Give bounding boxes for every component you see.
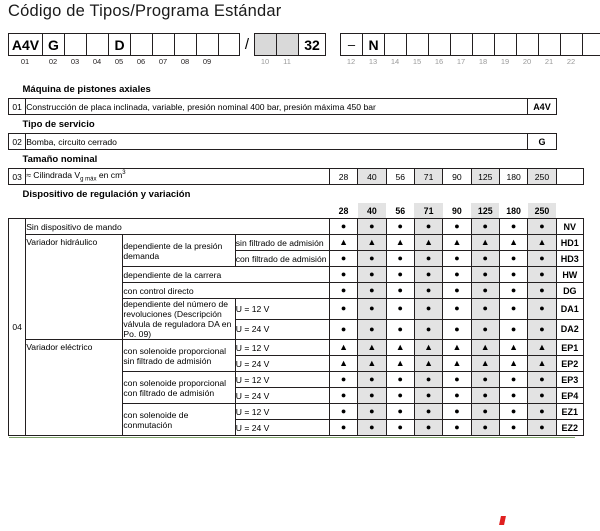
availability-mark: ▲ [414, 340, 442, 356]
availability-mark: ● [471, 267, 499, 283]
availability-mark: ● [443, 420, 471, 436]
availability-mark: ● [471, 219, 499, 235]
code-position-number: 06 [136, 57, 146, 66]
availability-mark: ● [414, 319, 442, 340]
availability-mark: ● [358, 388, 386, 404]
size-value: 90 [443, 169, 471, 185]
code-box-19[interactable] [406, 33, 428, 56]
availability-mark: ▲ [499, 356, 527, 372]
availability-mark: ● [358, 283, 386, 299]
column-header-size: 90 [452, 205, 462, 216]
row-code [556, 169, 583, 185]
availability-mark: ▲ [329, 235, 357, 251]
code-position-number: 16 [434, 57, 444, 66]
control-voltage: U = 12 V [235, 404, 329, 420]
availability-mark: ● [414, 420, 442, 436]
control-label: con control directo [123, 283, 330, 299]
code-box-24[interactable] [516, 33, 538, 56]
code-position-number: 15 [412, 57, 422, 66]
availability-mark: ● [386, 251, 414, 267]
row-code: EP4 [556, 388, 583, 404]
availability-mark: ● [329, 267, 357, 283]
availability-mark: ● [443, 372, 471, 388]
availability-mark: ▲ [386, 235, 414, 251]
code-box-12[interactable] [254, 33, 276, 56]
control-label: dependiente de la presión demanda [123, 235, 235, 267]
availability-mark: ● [499, 420, 527, 436]
availability-mark: ● [414, 267, 442, 283]
row-code: DA2 [556, 319, 583, 340]
code-box-2[interactable]: G [42, 33, 64, 56]
availability-mark: ● [528, 251, 556, 267]
size-value: 180 [499, 169, 527, 185]
row-description: Bomba, circuito cerrado [26, 134, 528, 150]
code-box-18[interactable] [384, 33, 406, 56]
code-box-3[interactable] [64, 33, 86, 56]
availability-mark: ● [414, 404, 442, 420]
type-code-row [8, 33, 600, 56]
code-box-25[interactable] [538, 33, 560, 56]
section-heading-row [9, 185, 584, 204]
control-label: dependiente del número de revoluciones (Descripción válvula de reguladora DA en Po. 09) [123, 299, 235, 340]
code-position-number [218, 57, 240, 67]
code-position-number: 08 [180, 57, 190, 66]
availability-mark: ● [414, 251, 442, 267]
availability-mark: ● [443, 251, 471, 267]
availability-mark: ● [471, 299, 499, 320]
code-box-1[interactable]: A4V [8, 33, 42, 56]
availability-mark: ● [528, 420, 556, 436]
availability-mark: ▲ [358, 340, 386, 356]
availability-mark: ● [499, 299, 527, 320]
availability-mark: ▲ [443, 235, 471, 251]
code-position-number: 13 [368, 57, 378, 66]
availability-mark: ● [386, 319, 414, 340]
availability-mark: ▲ [471, 340, 499, 356]
row-description: Construcción de placa inclinada, variable, presión nominal 400 bar, presión máxima 450 bar [26, 99, 528, 115]
code-position-number: 12 [346, 57, 356, 66]
code-box-14[interactable]: 32 [298, 33, 326, 56]
availability-mark: ● [499, 319, 527, 340]
row-index: 03 [9, 169, 26, 185]
availability-mark: ▲ [471, 235, 499, 251]
table-row [9, 235, 584, 251]
availability-mark: ● [358, 404, 386, 420]
availability-mark: ● [329, 319, 357, 340]
availability-mark: ▲ [528, 340, 556, 356]
control-voltage: U = 24 V [235, 356, 329, 372]
code-box-5[interactable]: D [108, 33, 130, 56]
row-code: A4V [528, 99, 556, 115]
control-label: con solenoide proporcional sin filtrado de admisión [123, 340, 235, 372]
type-code-numbers [8, 57, 582, 67]
availability-mark: ▲ [386, 356, 414, 372]
column-header-size: 125 [471, 203, 499, 219]
heading-nominal-size: Tamaño nominal [22, 154, 98, 165]
availability-mark: ● [499, 404, 527, 420]
availability-mark: ● [358, 420, 386, 436]
availability-mark: ● [329, 251, 357, 267]
row-code: NV [556, 219, 583, 235]
section-heading-row [9, 115, 584, 134]
availability-mark: ● [528, 372, 556, 388]
spacer [9, 203, 330, 219]
availability-mark: ● [471, 251, 499, 267]
code-position-number: 22 [566, 57, 576, 66]
availability-mark: ● [358, 267, 386, 283]
control-voltage: U = 24 V [235, 388, 329, 404]
table-row [9, 134, 584, 150]
availability-mark: ● [528, 319, 556, 340]
availability-mark: ▲ [471, 356, 499, 372]
availability-mark: ● [499, 251, 527, 267]
control-group-label: Variador eléctrico [26, 340, 123, 436]
availability-mark: ● [499, 219, 527, 235]
code-separator [326, 33, 340, 56]
row-code: DG [556, 283, 583, 299]
row-code: EZ1 [556, 404, 583, 420]
spacer [556, 203, 583, 219]
availability-mark: ● [528, 219, 556, 235]
availability-mark: ▲ [329, 340, 357, 356]
availability-mark: ● [443, 299, 471, 320]
row-code: G [528, 134, 556, 150]
table-row [9, 99, 584, 115]
control-label: con solenoide de conmutación [123, 404, 235, 436]
code-box-26[interactable] [560, 33, 582, 56]
size-value: 56 [386, 169, 414, 185]
control-voltage: U = 12 V [235, 372, 329, 388]
code-position-number: 05 [114, 57, 124, 66]
availability-mark: ● [443, 219, 471, 235]
table-row [9, 219, 584, 235]
row-code: EP1 [556, 340, 583, 356]
code-position-number: 11 [283, 57, 291, 66]
availability-mark: ● [443, 388, 471, 404]
availability-mark: ● [358, 319, 386, 340]
size-value: 250 [528, 169, 556, 185]
row-code: HW [556, 267, 583, 283]
availability-mark: ● [443, 319, 471, 340]
size-value: 28 [329, 169, 357, 185]
availability-mark: ● [499, 372, 527, 388]
code-position-number: 21 [544, 57, 554, 66]
code-position-number: 17 [456, 57, 466, 66]
availability-mark: ● [471, 404, 499, 420]
availability-mark: ● [386, 372, 414, 388]
code-position-number: 03 [70, 57, 80, 66]
code-position-number: 19 [500, 57, 510, 66]
availability-mark: ● [386, 420, 414, 436]
code-box-6[interactable] [130, 33, 152, 56]
availability-mark: ● [499, 267, 527, 283]
code-box-20[interactable] [428, 33, 450, 56]
column-header-size: 56 [395, 205, 406, 216]
code-position-number: 10 [260, 57, 270, 66]
code-position-number: 07 [158, 57, 168, 66]
section-heading-row [9, 150, 584, 169]
availability-mark: ● [414, 283, 442, 299]
heading-axial-machine: Máquina de pistones axiales [22, 84, 151, 95]
availability-mark: ● [329, 299, 357, 320]
availability-mark: ● [414, 299, 442, 320]
control-voltage: U = 12 V [235, 340, 329, 356]
availability-mark: ● [329, 372, 357, 388]
size-value: 125 [471, 169, 499, 185]
availability-mark: ▲ [358, 235, 386, 251]
control-voltage: U = 12 V [235, 299, 329, 320]
page-title: Código de Tipos/Programa Estándar [8, 2, 282, 20]
code-box-9[interactable] [196, 33, 218, 56]
row-code: HD3 [556, 251, 583, 267]
code-box-22[interactable] [472, 33, 494, 56]
availability-mark: ● [528, 299, 556, 320]
control-voltage: U = 24 V [235, 319, 329, 340]
availability-mark: ● [499, 283, 527, 299]
availability-mark: ● [386, 267, 414, 283]
size-value: 40 [358, 169, 386, 185]
column-header-size: 71 [414, 203, 442, 219]
code-position-number [298, 57, 326, 67]
availability-mark: ● [386, 299, 414, 320]
section-heading-row [9, 80, 584, 99]
row-code: HD1 [556, 235, 583, 251]
availability-mark: ● [386, 283, 414, 299]
row-description: ≈ Cilindrada $V_{g máx}$ en $cm^3$ [26, 169, 330, 185]
column-header-size: 40 [358, 203, 386, 219]
heading-service-type: Tipo de servicio [22, 119, 95, 130]
column-header-size: 250 [528, 203, 556, 219]
availability-mark: ● [471, 319, 499, 340]
availability-mark: ● [329, 283, 357, 299]
availability-mark: ▲ [499, 235, 527, 251]
code-position-number: 14 [390, 57, 400, 66]
row-index: 04 [9, 219, 26, 436]
availability-mark: ▲ [443, 356, 471, 372]
row-code: EP2 [556, 356, 583, 372]
code-position-number: 02 [48, 57, 58, 66]
availability-mark: ● [386, 219, 414, 235]
code-position-number: 04 [92, 57, 102, 66]
control-label: con solenoide proporcional con filtrado de admisión [123, 372, 235, 404]
column-header-size: 28 [338, 205, 349, 216]
availability-mark: ● [528, 267, 556, 283]
green-divider [9, 437, 575, 438]
availability-mark: ● [471, 420, 499, 436]
availability-mark: ● [358, 372, 386, 388]
availability-mark: ● [358, 219, 386, 235]
availability-mark: ● [358, 251, 386, 267]
control-group-label: Variador hidráulico [26, 235, 123, 340]
availability-mark: ▲ [358, 356, 386, 372]
availability-mark: ● [443, 283, 471, 299]
control-label: dependiente de la carrera [123, 267, 330, 283]
availability-mark: ● [471, 372, 499, 388]
availability-mark: ● [329, 219, 357, 235]
row-code: EP3 [556, 372, 583, 388]
availability-mark: ▲ [414, 356, 442, 372]
code-box-16[interactable]: – [340, 33, 362, 56]
table-row [9, 340, 584, 356]
availability-mark: ● [528, 388, 556, 404]
specification-table [8, 80, 584, 436]
code-position-number [240, 57, 254, 67]
availability-mark: ▲ [443, 340, 471, 356]
availability-mark: ▲ [499, 340, 527, 356]
code-box-23[interactable] [494, 33, 516, 56]
code-box-17[interactable]: N [362, 33, 384, 56]
column-header-size: 180 [506, 205, 521, 216]
availability-mark: ▲ [386, 340, 414, 356]
code-box-10[interactable] [218, 33, 240, 56]
control-sublabel: con filtrado de admisión [235, 251, 329, 267]
availability-mark: ● [329, 404, 357, 420]
availability-mark: ● [528, 404, 556, 420]
availability-mark: ● [329, 388, 357, 404]
availability-mark: ● [443, 267, 471, 283]
code-box-21[interactable] [450, 33, 472, 56]
availability-mark: ▲ [528, 356, 556, 372]
control-sublabel: sin filtrado de admisión [235, 235, 329, 251]
code-position-number: 01 [20, 57, 30, 66]
availability-mark: ● [414, 388, 442, 404]
size-header-row [9, 203, 584, 219]
availability-mark: ● [471, 283, 499, 299]
code-box-4[interactable] [86, 33, 108, 56]
availability-mark: ● [386, 388, 414, 404]
availability-mark: ● [414, 372, 442, 388]
row-code: DA1 [556, 299, 583, 320]
row-code: EZ2 [556, 420, 583, 436]
code-position-number: 18 [478, 57, 488, 66]
code-position-number: 20 [522, 57, 532, 66]
heading-control-device: Dispositivo de regulación y variación [22, 189, 191, 200]
availability-mark: ▲ [329, 356, 357, 372]
code-position-number: 09 [202, 57, 212, 66]
availability-mark: ● [329, 420, 357, 436]
availability-mark: ● [499, 388, 527, 404]
row-index: 01 [9, 99, 26, 115]
code-box-7[interactable] [152, 33, 174, 56]
control-voltage: U = 24 V [235, 420, 329, 436]
code-box-27[interactable] [582, 33, 600, 56]
availability-mark: ▲ [414, 235, 442, 251]
size-value: 71 [414, 169, 442, 185]
code-box-8[interactable] [174, 33, 196, 56]
code-separator: / [244, 36, 250, 53]
availability-mark: ● [358, 299, 386, 320]
availability-mark: ● [471, 388, 499, 404]
code-box-13[interactable] [276, 33, 298, 56]
availability-mark: ● [443, 404, 471, 420]
code-position-number [326, 57, 340, 67]
row-index: 02 [9, 134, 26, 150]
availability-mark: ▲ [528, 235, 556, 251]
availability-mark: ● [414, 219, 442, 235]
availability-mark: ● [528, 283, 556, 299]
table-row [9, 169, 584, 185]
availability-mark: ● [386, 404, 414, 420]
red-mark [499, 516, 506, 525]
control-group-label: Sin dispositivo de mando [26, 219, 330, 235]
